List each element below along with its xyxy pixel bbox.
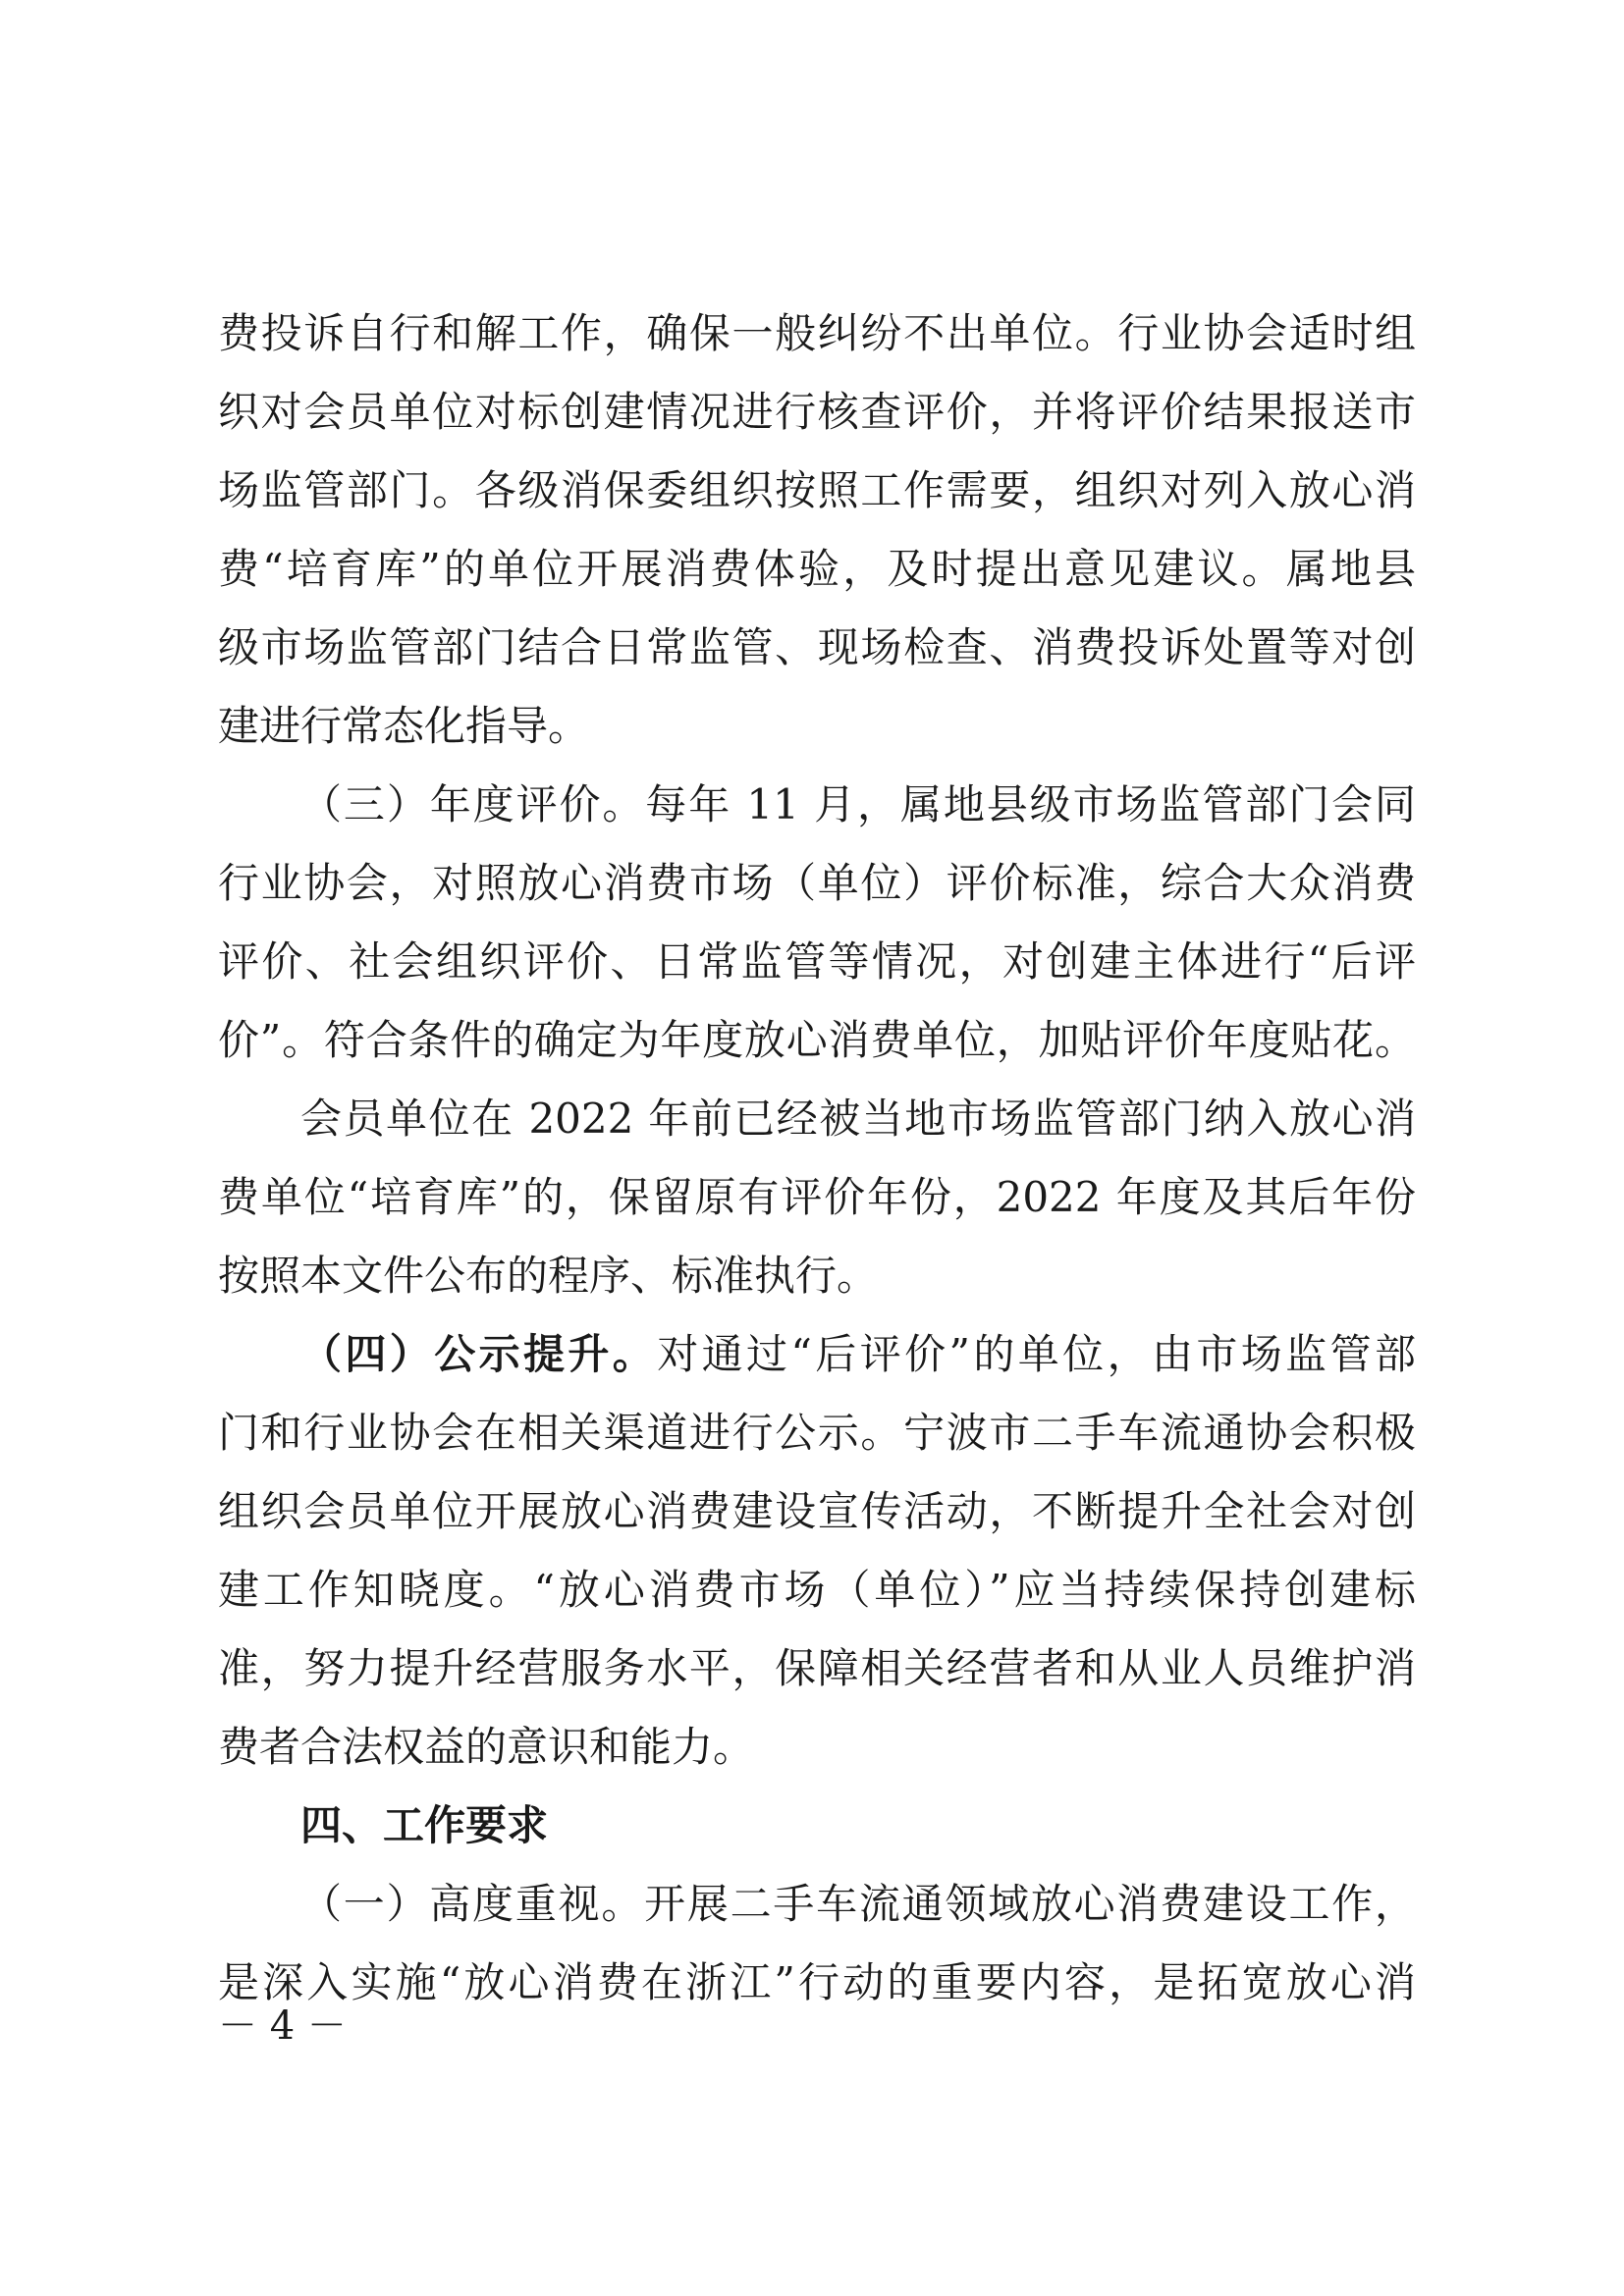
text-line bbox=[218, 1708, 1416, 1787]
body-text bbox=[218, 294, 1416, 2022]
line-text: 建进行常态化指导。 bbox=[218, 702, 590, 750]
text-line bbox=[218, 1080, 1416, 1158]
text-line bbox=[218, 687, 1416, 766]
text-line bbox=[218, 452, 1416, 530]
text-line bbox=[218, 294, 1416, 373]
text-line bbox=[218, 844, 1416, 923]
text-line bbox=[218, 373, 1416, 452]
line-text: （一）高度重视。开展二手车流通领域放心消费建设工作， bbox=[300, 1880, 1416, 1928]
text-line bbox=[218, 530, 1416, 609]
line-text: 费单位“培育库”的，保留原有评价年份，2022 年度及其后年份 bbox=[218, 1173, 1416, 1221]
text-line bbox=[218, 923, 1416, 1001]
line-text: 费者合法权益的意识和能力。 bbox=[218, 1723, 755, 1771]
line-text: 行业协会，对照放心消费市场（单位）评价标准，综合大众消费 bbox=[218, 859, 1416, 907]
line-text: 四、工作要求 bbox=[300, 1801, 549, 1849]
text-line bbox=[218, 1315, 1416, 1394]
line-text: 场监管部门。各级消保委组织按照工作需要，组织对列入放心消 bbox=[218, 466, 1416, 514]
line-text: 对通过“后评价”的单位，由市场监管部 bbox=[657, 1330, 1416, 1378]
text-line bbox=[218, 1158, 1416, 1237]
text-line bbox=[218, 766, 1416, 844]
text-line bbox=[218, 1001, 1416, 1080]
line-text: 级市场监管部门结合日常监管、现场检查、消费投诉处置等对创 bbox=[218, 623, 1416, 671]
text-line bbox=[218, 609, 1416, 687]
page-number: － 4 － bbox=[218, 2003, 347, 2049]
text-line bbox=[218, 1237, 1416, 1315]
line-text: 费投诉自行和解工作，确保一般纠纷不出单位。行业协会适时组 bbox=[218, 309, 1416, 357]
line-text: 门和行业协会在相关渠道进行公示。宁波市二手车流通协会积极 bbox=[218, 1409, 1416, 1457]
text-line bbox=[218, 1551, 1416, 1629]
line-text: 组织会员单位开展放心消费建设宣传活动，不断提升全社会对创 bbox=[218, 1487, 1416, 1535]
text-line bbox=[218, 1472, 1416, 1551]
line-text: 织对会员单位对标创建情况进行核查评价，并将评价结果报送市 bbox=[218, 388, 1416, 436]
line-text: 建工作知晓度。“放心消费市场（单位）”应当持续保持创建标 bbox=[218, 1566, 1416, 1614]
text-line bbox=[218, 1944, 1416, 2022]
line-text: 按照本文件公布的程序、标准执行。 bbox=[218, 1252, 879, 1300]
section-heading bbox=[218, 1787, 1416, 1865]
text-line bbox=[218, 1865, 1416, 1944]
text-line bbox=[218, 1629, 1416, 1708]
paragraph-lead: （四）公示提升。 bbox=[300, 1330, 658, 1378]
line-text: 价”。符合条件的确定为年度放心消费单位，加贴评价年度贴花。 bbox=[218, 1016, 1416, 1064]
line-text: 评价、社会组织评价、日常监管等情况，对创建主体进行“后评 bbox=[218, 937, 1416, 986]
line-text: 准，努力提升经营服务水平，保障相关经营者和从业人员维护消 bbox=[218, 1644, 1416, 1692]
line-text: 是深入实施“放心消费在浙江”行动的重要内容，是拓宽放心消 bbox=[218, 1958, 1416, 2006]
text-line bbox=[218, 1394, 1416, 1472]
line-text: （三）年度评价。每年 11 月，属地县级市场监管部门会同 bbox=[300, 780, 1416, 828]
line-text: 费“培育库”的单位开展消费体验，及时提出意见建议。属地县 bbox=[218, 545, 1416, 593]
line-text: 会员单位在 2022 年前已经被当地市场监管部门纳入放心消 bbox=[300, 1095, 1416, 1143]
